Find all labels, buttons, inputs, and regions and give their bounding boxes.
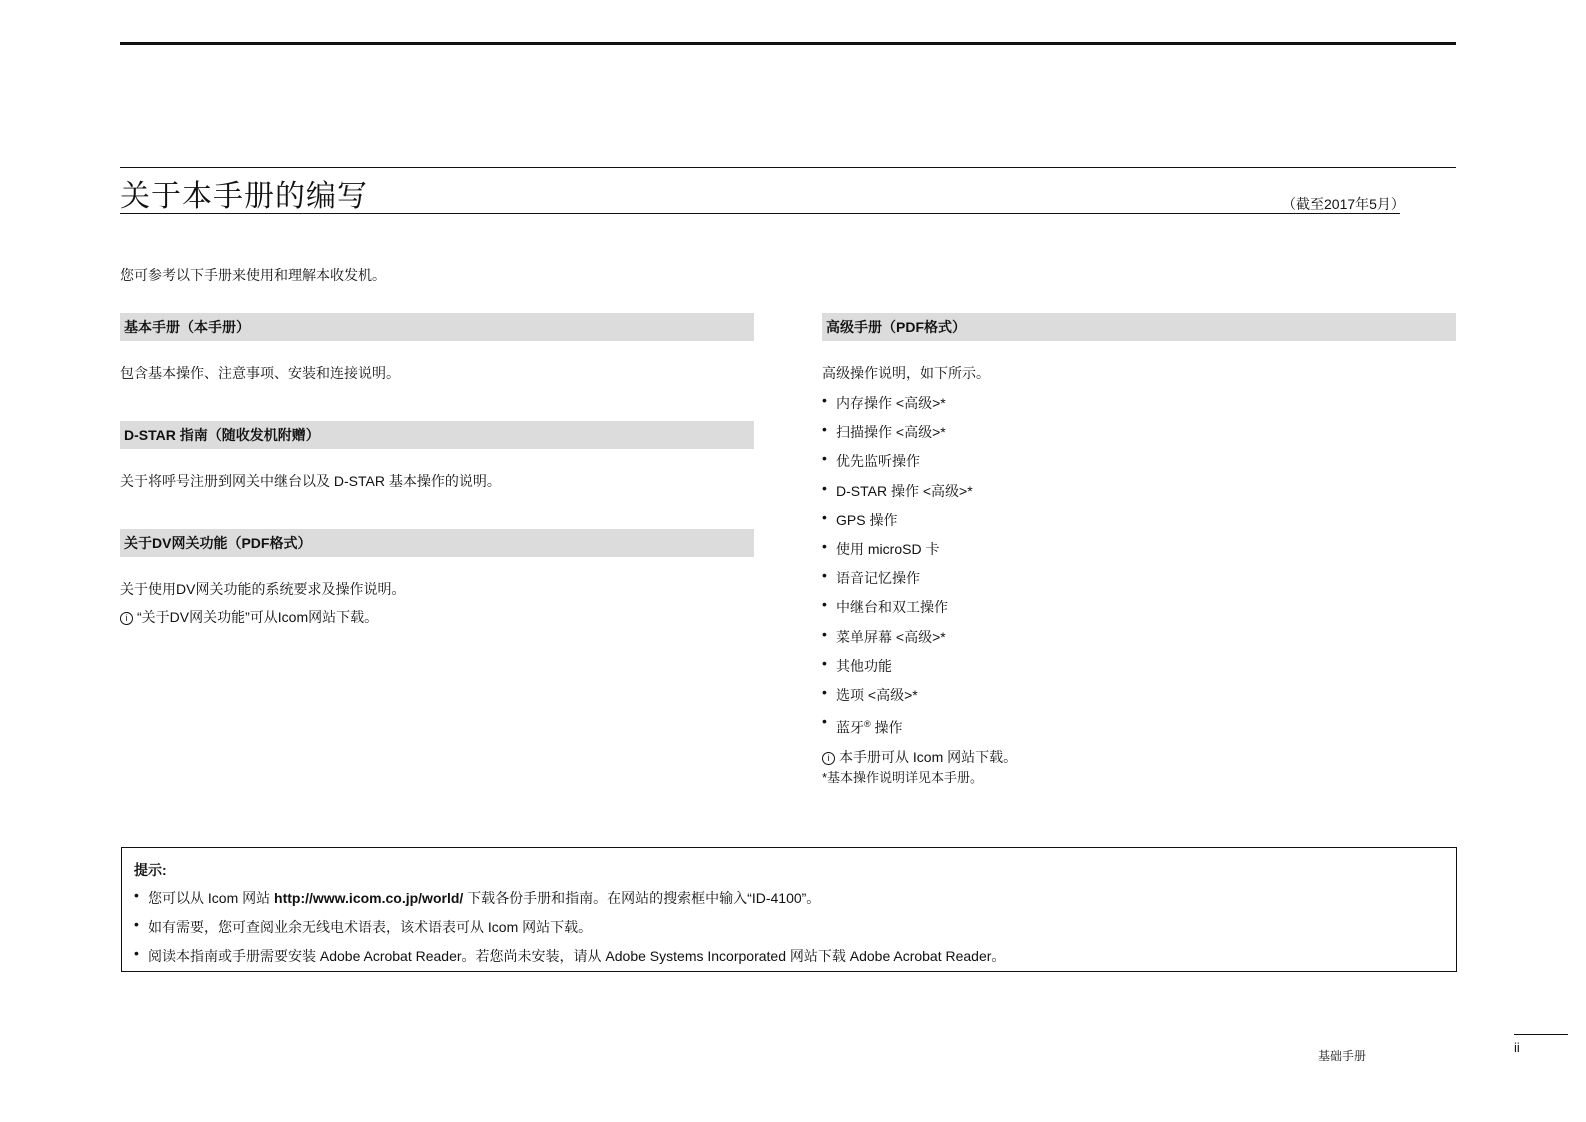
- left-column: [120, 313, 754, 635]
- bullet-icon: •: [822, 479, 827, 496]
- bullet-icon: •: [822, 654, 827, 671]
- list-item: • 如有需要，您可查阅业余无线电术语表，该术语表可从 Icom 网站下载。: [134, 916, 593, 935]
- bullet-icon: •: [822, 537, 827, 554]
- intro-text: 您可参考以下手册来使用和理解本收发机。: [120, 267, 386, 283]
- title-underline: [120, 213, 1400, 214]
- section-text: 高级操作说明，如下所示。: [822, 365, 990, 381]
- download-note: [120, 607, 754, 627]
- list-item: • D-STAR 操作 <高级>*: [822, 479, 973, 499]
- bullet-icon: •: [822, 392, 827, 408]
- list-item: • 选项 <高级>*: [822, 683, 918, 703]
- bullet-icon: •: [822, 713, 827, 730]
- bullet-icon: •: [822, 421, 827, 438]
- info-icon: i: [120, 612, 133, 625]
- top-rule: [120, 42, 1456, 45]
- registered-mark: ®: [864, 719, 871, 730]
- section-heading-dv-gateway: 关于DV网关功能（PDF格式）: [120, 529, 754, 557]
- bullet-icon: •: [822, 596, 827, 613]
- right-column: [822, 313, 1456, 787]
- section-body-advanced-manual: [822, 341, 1456, 787]
- download-note: [822, 747, 1456, 767]
- bullet-icon: •: [134, 887, 139, 903]
- hint-title: 提示:: [134, 862, 167, 878]
- bullet-icon: •: [822, 567, 827, 584]
- section-text: 关于将呼号注册到网关中继台以及 D-STAR 基本操作的说明。: [120, 473, 501, 489]
- list-item: • 菜单屏幕 <高级>*: [822, 625, 946, 645]
- list-item: • 您可以从 Icom 网站 http://www.icom.co.jp/world/ 下载各份手册和指南。在网站的搜索框中输入“ID-4100”。: [134, 887, 821, 906]
- footer-label: 基础手册: [1318, 1049, 1367, 1063]
- page-title: 关于本手册的编写: [120, 180, 368, 213]
- section-heading-advanced-manual: 高级手册（PDF格式）: [822, 313, 1456, 341]
- section-body-dv-gateway: [120, 557, 754, 627]
- advanced-topic-list: [822, 393, 1456, 743]
- section-heading-dstar-guide: D-STAR 指南（随收发机附赠）: [120, 421, 754, 449]
- bullet-icon: •: [822, 625, 827, 642]
- list-item: • 其他功能: [822, 654, 892, 674]
- note-text: 本手册可从 Icom 网站下载。: [839, 749, 1018, 766]
- bullet-icon: •: [134, 945, 139, 961]
- page-number-rule: [1514, 1034, 1568, 1035]
- list-item: • 使用 microSD 卡: [822, 537, 940, 557]
- page-number: ii: [1514, 1040, 1520, 1055]
- list-item: • 内存操作 <高级>*: [822, 392, 946, 411]
- title-rule: [120, 167, 1456, 168]
- website-url-link[interactable]: http://www.icom.co.jp/world/: [274, 890, 464, 906]
- section-body-dstar-guide: [120, 449, 754, 491]
- hint-list: [134, 888, 1444, 975]
- section-heading-basic-manual: 基本手册（本手册）: [120, 313, 754, 341]
- footnote: *基本操作说明详见本手册。: [822, 770, 984, 786]
- section-text: 关于使用DV网关功能的系统要求及操作说明。: [120, 581, 406, 597]
- info-icon: i: [822, 752, 835, 765]
- section-text: 包含基本操作、注意事项、安装和连接说明。: [120, 365, 400, 381]
- section-body-basic-manual: [120, 341, 754, 383]
- list-item: • 蓝牙® 操作: [822, 713, 903, 736]
- bullet-icon: •: [822, 508, 827, 525]
- bullet-icon: •: [822, 683, 827, 700]
- hint-box: [121, 847, 1457, 972]
- list-item: • 扫描操作 <高级>*: [822, 421, 946, 441]
- list-item: • 中继台和双工操作: [822, 596, 948, 616]
- bullet-icon: •: [134, 916, 139, 932]
- bullet-icon: •: [822, 450, 827, 467]
- list-item: • 语音记忆操作: [822, 567, 920, 587]
- list-item: • 阅读本指南或手册需要安装 Adobe Acrobat Reader。若您尚未安装，请从 Adobe Systems Incorporated 网站下载 Adobe Acrobat Reader。: [134, 945, 1006, 964]
- date-note: （截至2017年5月）: [1282, 196, 1405, 212]
- note-text: “关于DV网关功能”可从Icom网站下载。: [137, 609, 379, 625]
- list-item: • 优先监听操作: [822, 450, 920, 470]
- list-item: • GPS 操作: [822, 508, 898, 528]
